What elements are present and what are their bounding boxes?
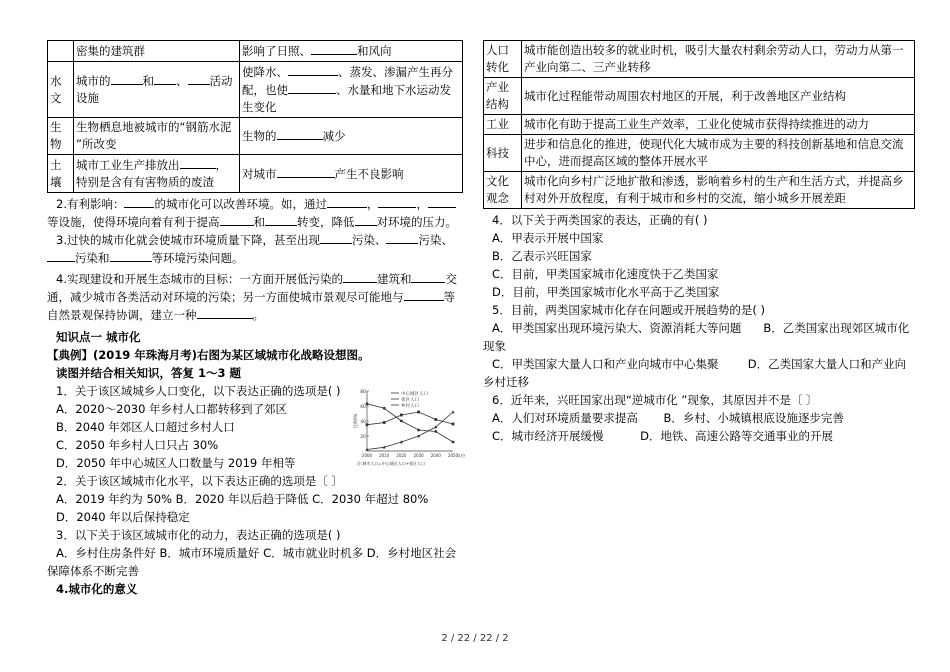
q1-option-b: B．2040 年郊区人口超过乡村人口 (56, 420, 235, 434)
left-column (47, 40, 463, 598)
q6-option-c: C．城市经济开展缓慢 (492, 429, 604, 443)
table-row (484, 172, 915, 209)
q5-options-cd (483, 355, 915, 391)
environment-impact-table (47, 40, 463, 193)
question-6: 6．近年来，兴旺国家出现“逆城市化 ”现象，其原因并不是〔 〕 (492, 393, 818, 407)
data-point (366, 423, 369, 426)
question-5: 5．目前，两类国家城市化存在问题或开展趋势的是( ) (492, 303, 765, 317)
para-4: 4.实现建设和开展生态城市的目标：一方面开展低污染的 建筑和 交通，减少城市各类活动对环境的污染；另一方面使城市景观尽可能地与 等自然景观保持协调，建立一种 。 (47, 272, 457, 322)
row-head: 工业 (484, 115, 522, 135)
series-line (367, 412, 453, 450)
knowledge-heading: 知识点一 城市化 (56, 330, 141, 344)
question-1: 1．关于该区域城乡人口变化，以下表达正确的选项是( ) (56, 384, 341, 398)
para-2: 2.有利影响： 的城市化可以改善环境。如，通过 ， ，等设施，使得环境向着有利于提高 和 转变，降低 对环境的压力。 (47, 197, 457, 229)
row-head: 水文 (48, 62, 74, 118)
legend-label: 中心城区人口 (401, 391, 428, 397)
page-footer: 2 / 22 / 22 / 2 (441, 633, 509, 644)
table-row (484, 41, 915, 78)
row-cause: 城市工业生产排放出 ，特别是含有有害物质的废渣 (74, 155, 240, 193)
row-head: 文化观念 (484, 172, 522, 209)
row-body: 城市化有助于提高工业生产效率，工业化使城市获得持续推进的动力 (522, 115, 915, 135)
q5-option-a: A．甲类国家出现环境污染大、资源消耗大等问题 (492, 321, 742, 335)
y-tick-label: 40 (360, 420, 366, 425)
y-tick-label: 80 (360, 390, 366, 395)
q6-option-b: B．乡村、小城镇根底设施逐步完善 (663, 411, 844, 425)
row-head: 土壤 (48, 155, 74, 193)
urbanization-chart (353, 387, 465, 467)
x-tick-label: 2040 (430, 453, 441, 458)
data-point (366, 402, 369, 405)
q4-option-a: A．甲表示开展中国家 (492, 231, 604, 245)
row-body: 城市化过程能带动周围农村地区的开展，利于改善地区产业结构 (522, 78, 915, 115)
q4-option-c: C．目前，甲类国家城市化速度快于乙类国家 (492, 267, 719, 281)
question-2: 2．关于该区域城市化水平，以下表达正确的选项是〔 〕 (56, 474, 343, 488)
y-tick-label: 60 (360, 405, 366, 410)
x-axis-label: 年份 (457, 453, 465, 458)
table-row (48, 155, 463, 193)
q1-option-d: D．2050 年中心城区人口数量与 2019 年相等 (56, 456, 296, 470)
data-point (417, 429, 420, 432)
legend-label: 郊区人口 (401, 397, 419, 403)
row-head: 科技 (484, 135, 522, 172)
q5-options-ab (483, 319, 915, 355)
x-tick-label: 2050 (447, 453, 459, 458)
row-head: 产业结构 (484, 78, 522, 115)
row-body: 城市化向乡村广泛地扩散和渗透，影响着乡村的生产和生活方式，并提高乡村对外开放程度，有利于城市和乡村的交流，缩小城乡开展差距 (522, 172, 915, 209)
q4-option-b: B．乙表示兴旺国家 (492, 249, 592, 263)
q5-option-d: D．乙类国家大量人口和产业向乡村迁移 (483, 357, 907, 389)
urbanization-significance-table (483, 40, 915, 209)
data-point (383, 421, 386, 424)
question-4: 4．以下关于两类国家的表达，正确的有( ) (492, 213, 708, 227)
section-4-heading: 4.城市化的意义 (56, 582, 138, 596)
table-row (48, 62, 463, 118)
q6-options-ab (483, 409, 915, 427)
row-head: 人口转化 (484, 41, 522, 78)
q1-option-c: C．2050 年乡村人口只占 30% (56, 438, 219, 452)
data-point (400, 420, 403, 423)
read-instruction: 读图并结合相关知识，答复 1～3 题 (56, 366, 242, 380)
x-tick-label: 2010 (379, 453, 390, 458)
example-heading: 【典例】(2019 年珠海月考)右图为某区域城市化战略设想图。 (47, 348, 370, 362)
data-point (451, 410, 454, 413)
row-effect: 使降水、 、蒸发、渗漏产生再分配，也使 、水量和地下水运动发生变化 (240, 62, 463, 118)
data-point (400, 414, 403, 417)
question-3: 3．以下关于该区域城市化的动力，表达正确的选项是( ) (56, 528, 341, 542)
para-3: 3.过快的城市化就会使城市环境质量下降，甚至出现 污染、 污染、污染和 等环境污染问题。 (47, 231, 463, 267)
y-axis-label: 比例/% (354, 413, 359, 429)
row-effect: 对城市 产生不良影响 (240, 155, 463, 193)
table-row (48, 41, 463, 62)
q6-option-a: A．人们对环境质量要求提高 (492, 411, 638, 425)
chart-caption: 注:城市人口=中心城区人口+郊区人口 (357, 461, 426, 466)
row-head: 生物 (48, 118, 74, 155)
row-head (48, 41, 74, 62)
row-body: 城市能创造出较多的就业时机，吸引大量农村剩余劳动人口，劳动力从第一产业向第二、三产业转移 (522, 41, 915, 78)
q1-option-a: A．2020～2030 年乡村人口都转移到了郊区 (56, 402, 288, 416)
chart-svg (353, 387, 465, 467)
right-column (483, 40, 915, 445)
data-point (452, 423, 455, 426)
q2-option-d: D．2040 年以后保持稳定 (56, 510, 190, 524)
data-point (434, 418, 437, 421)
q4-option-d: D．目前，甲类国家城市化水平高于乙类国家 (492, 285, 720, 299)
table-row (484, 135, 915, 172)
row-cause: 密集的建筑群 (74, 41, 240, 62)
q5-option-c: C．甲类国家大量人口和产业向城市中心集聚 (492, 357, 719, 371)
legend-label: 乡村人口 (401, 403, 419, 409)
data-point (452, 441, 455, 444)
table-row (484, 78, 915, 115)
x-tick-label: 2020 (396, 453, 407, 458)
data-point (434, 430, 437, 433)
q6-option-d: D．地铁、高速公路等交通事业的开展 (640, 429, 833, 443)
data-point (417, 411, 420, 414)
table-row (484, 115, 915, 135)
row-cause: 生物栖息地被城市的“钢筋水泥 ”所改变 (74, 118, 240, 155)
row-body: 进步和信息化的推进，使现代化大城市成为主要的科技创新基地和信息交流中心，进而提高区域的整体开展水平 (522, 135, 915, 172)
q3-options: A．乡村住房条件好 B．城市环境质量好 C．城市就业时机多 D．乡村地区社会保障体系不断完善 (47, 546, 457, 578)
q2-options-abc: A．2019 年约为 50% B．2020 年以后趋于降低 C．2030 年超过 80% (56, 492, 429, 506)
y-tick-label: 20 (360, 435, 366, 440)
q5-option-b: B．乙类国家出现郊区城市化现象 (483, 321, 910, 353)
x-tick-label: 2000 (361, 453, 373, 458)
q6-options-cd (483, 427, 915, 445)
data-point (383, 407, 386, 410)
table-row (48, 118, 463, 155)
row-effect: 影响了日照、 和风向 (240, 41, 463, 62)
row-cause: 城市的 和 、 活动设施 (74, 62, 240, 118)
x-tick-label: 2030 (413, 453, 424, 458)
row-effect: 生物的 减少 (240, 118, 463, 155)
